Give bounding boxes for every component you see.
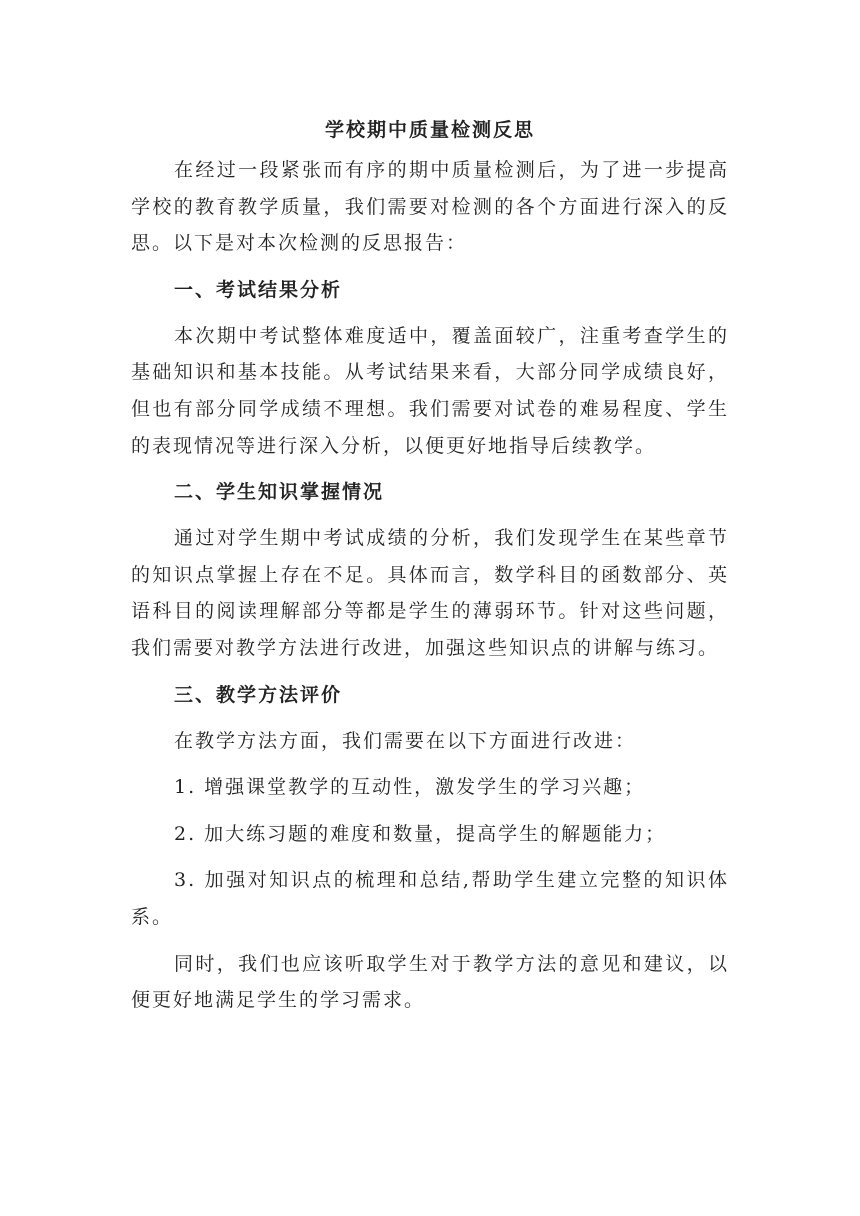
list-item: 1. 增强课堂教学的互动性，激发学生的学习兴趣； — [174, 776, 646, 799]
section-heading-exam-results: 一、考试结果分析 — [174, 278, 343, 301]
section-heading-knowledge-mastery: 二、学生知识掌握情况 — [174, 481, 385, 504]
closing-paragraph: 同时，我们也应该听取学生对于教学方法的意见和建议，以便更好地满足学生的学习需求。 — [131, 952, 729, 1012]
section-heading-teaching-methods: 三、教学方法评价 — [174, 683, 343, 706]
list-item: 2. 加大练习题的难度和数量，提高学生的解题能力； — [174, 822, 667, 845]
section-body-knowledge-mastery: 通过对学生期中考试成绩的分析，我们发现学生在某些章节的知识点掌握上存在不足。具体而言，数学科目的函数部分、英语科目的阅读理解部分等都是学生的薄弱环节。针对这些问题，我们需要对教学方法进行改进，加强这些知识点的讲解与练习。 — [131, 527, 729, 659]
document-title: 学校期中质量检测反思 — [324, 119, 535, 141]
section-intro-teaching-methods: 在教学方法方面，我们需要在以下方面进行改进： — [174, 729, 637, 752]
list-item: 3. 加强对知识点的梳理和总结,帮助学生建立完整的知识体系。 — [131, 869, 729, 928]
intro-paragraph: 在经过一段紧张而有序的期中质量检测后，为了进一步提高学校的教育教学质量，我们需要对检测的各个方面进行深入的反思。以下是对本次检测的反思报告： — [131, 159, 729, 255]
document-content — [131, 112, 729, 1029]
section-body-exam-results: 本次期中考试整体难度适中，覆盖面较广，注重考查学生的基础知识和基本技能。从考试结果来看，大部分同学成绩良好，但也有部分同学成绩不理想。我们需要对试卷的难易程度、学生的表现情况等进行深入分析，以便更好地指导后续教学。 — [131, 324, 729, 457]
